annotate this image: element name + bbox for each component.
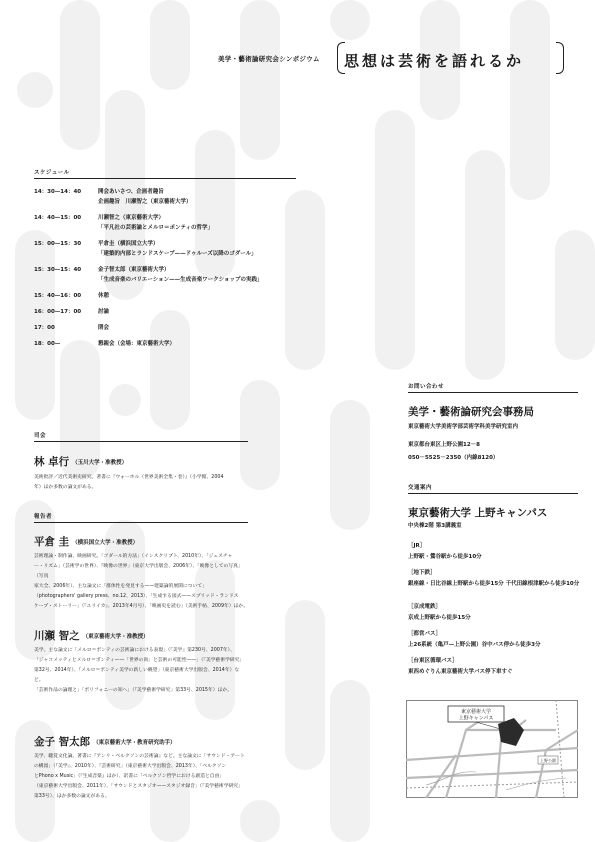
schedule-line: 川瀬智之（東京藝術大学）: [98, 215, 165, 221]
speaker-bio-line: ケープ・ストーリー」（『ユリイカ』、2013年4月号）、「映画史を読む」（美術手帖、2009年）ほか。: [34, 604, 249, 609]
speaker-affiliation: （東京藝術大学・准教授）: [82, 634, 149, 640]
schedule-time: 14：40—15：00: [34, 215, 82, 221]
schedule-desc: [98, 324, 308, 334]
speaker-bio-line: （東京藝術大学出版会、2011年）、「サウンドとスタジオ——スタジオ録音」（『美学藝術学研究」: [34, 784, 243, 789]
schedule-line: 企画趣旨 川瀬智之（東京藝術大学）: [98, 198, 192, 205]
schedule-time: 14：30—14：40: [34, 189, 82, 195]
schedule-time: 15：30—15：40: [34, 267, 82, 273]
contact-tel: 050－5525－2350（内線8120）: [408, 455, 499, 461]
route-label: ［都営バス］: [408, 631, 442, 637]
contact-org: 美学・藝術論研究会事務局: [408, 406, 534, 418]
map-station-label: 上野公園: [540, 758, 556, 763]
route-text: 上26系統（亀戸—上野公園）谷中バス停から徒歩3分: [408, 642, 541, 648]
schedule-line: 金子智太郎（東京藝術大学）: [98, 267, 170, 273]
access-venue: 東京藝術大学 上野キャンパス: [408, 507, 548, 519]
access-map: [406, 700, 578, 798]
contact-heading: お問い合わせ: [408, 384, 445, 390]
moderator-affiliation: （玉川大学・准教授）: [72, 460, 128, 466]
moderator-name: 林 卓行: [34, 456, 70, 468]
access-heading: 交通案内: [408, 485, 433, 491]
speaker-name: 金子 智太郎: [34, 736, 91, 748]
schedule-line: 「建築的内部とランドスケープ——ドゥルーズ以降のゴダール」: [98, 250, 257, 257]
speaker-name: 平倉 圭: [34, 536, 70, 548]
route-label: ［JR］: [408, 543, 426, 549]
schedule-heading: スケジュール: [34, 170, 70, 176]
speaker-bio-line: 家大全、2006年）、主な論文に「群体性を発見する——建築論的展開について」: [34, 584, 207, 589]
schedule-line: 「平凡社の芸術論とメルロ＝ポンティの哲学」: [98, 224, 214, 231]
schedule-desc: [98, 188, 308, 207]
speaker-bio-line: とPhono x Music」（『生成音楽』ほか）、訳書に「ベルクソン哲学における創造と自由」: [34, 774, 225, 779]
route-text: 京成上野駅から徒歩15分: [408, 615, 471, 621]
schedule-line: 懇親会（会場：東京藝術大学）: [98, 341, 176, 347]
route-label: ［京成電鉄］: [408, 604, 442, 610]
map-venue-label: 上野キャンパス: [458, 715, 494, 722]
schedule-line: 閉会: [98, 325, 110, 331]
speaker-bio: [34, 646, 248, 696]
page-title: 思想は芸術を語れるか: [344, 52, 525, 70]
speaker-name: 川瀬 智之: [34, 630, 80, 642]
moderator-name-line: [34, 454, 127, 469]
speaker-bio-line: 美学、聴覚文化論。著書に『アンリ・ベルクソンの芸術論』など。主な論文に「サウンド・アート: [34, 754, 245, 759]
schedule-time: 16：00—17：00: [34, 309, 82, 315]
contact-address: 東京都台東区上野公園12－8: [408, 442, 480, 448]
schedule-line: 休憩: [98, 293, 110, 299]
speaker-bio-line: 第32号、2014年）、『メルロ＝ポンティ美学の新しい眺望」（東京藝術大学出版会、2014年）など。: [34, 668, 240, 683]
schedule-time: 15：00—15：30: [34, 241, 82, 247]
speaker-affiliation: （東京藝術大学・教育研究助手）: [93, 740, 176, 746]
speaker-bio-line: 「芸術作品の論理と」「ポリフォニーの知へ」（『美学藝術学研究」第33号、2015年）ほか。: [34, 688, 232, 693]
schedule-desc: [98, 240, 308, 259]
speaker-affiliation: （横浜国立大学・准教授）: [72, 540, 139, 546]
schedule-line: 討論: [98, 309, 110, 315]
schedule-time: 18：00—: [34, 341, 61, 347]
schedule-line: 「生成音楽のバリエーション——生成音楽ワークショップの実践」: [98, 276, 263, 283]
moderator-bio-line: 年）ほか多数の論文がある。: [34, 485, 97, 490]
schedule-desc: [98, 292, 308, 302]
speaker-bio-line: （photographers' gallery press、no.12、2013）、「生成する図式——スプリッド・ランドス: [34, 594, 239, 599]
speaker-bio-line: 「ジャコメッティとメルロ＝ポンティ——「世界の肉」と芸術の可能性——」（『美学藝術学研究」: [34, 658, 245, 663]
speakers-rule: [34, 522, 248, 523]
schedule-line: 平倉圭（横浜国立大学）: [98, 241, 159, 247]
access-rule: [408, 493, 578, 494]
moderator-heading: 司会: [34, 433, 47, 439]
speaker-bio-line: 第33号）、ほか多数の論文がある。: [34, 794, 110, 799]
route-text: 東西めぐりん東京藝術大学バス停下車すぐ: [408, 669, 513, 675]
speaker-bio-line: の構図」（『美学』、2010年）、『芸術研究」（東京藝術大学出版会、2013年）、「ベルクソン: [34, 764, 227, 769]
moderator-rule: [34, 441, 248, 442]
speaker-name-line: [34, 534, 138, 549]
speaker-bio-line: 芸術理論・制作論、映画研究。「ゴダール的方法」（インスクリプト、2010年）、「ジェスチャ: [34, 554, 233, 559]
schedule-line: 開会あいさつ、企画者趣旨: [98, 189, 164, 195]
access-room: 中央棟2階 第3講義室: [408, 523, 462, 529]
route-label: ［台東区循環バス］: [408, 658, 458, 664]
speaker-bio-line: 美学。主な論文に「メルロ＝ポンティの芸術論における表現」（『美学』第230号、2007年）、: [34, 648, 235, 653]
schedule-desc: [98, 214, 308, 233]
route-label: ［地下鉄］: [408, 570, 436, 576]
route-text: 銀座線・日比谷線上野駅から徒歩15分 千代田線根津駅から徒歩10分: [408, 581, 580, 587]
title-bracket-right: [556, 42, 564, 74]
speaker-name-line: [34, 628, 149, 643]
schedule-time: 17：00: [34, 325, 55, 331]
speaker-bio: [34, 552, 248, 612]
schedule-time: 15：40—16：00: [34, 293, 82, 299]
contact-rule: [408, 392, 578, 393]
schedule-desc: [98, 340, 308, 350]
speaker-bio-line: ー・リズム」（芸術学の世界）、『映像の世界」（東京大学出版会、2006年）、「映像としての写真」（写真: [34, 564, 243, 579]
speaker-bio: [34, 752, 248, 802]
map-venue-label: 東京藝術大学: [460, 709, 492, 715]
contact-dept: 東京藝術大学美術学部芸術学科美学研究室内: [408, 424, 519, 430]
moderator-bio-line: 美術批評／近代美術史研究。著書に『ウォーホル（世界美術全集・巻）』（小学館、2004: [34, 475, 224, 480]
symposium-subtitle: 美学・藝術論研究会シンポジウム: [218, 55, 320, 63]
moderator-bio: [34, 473, 248, 493]
route-text: 上野駅・鶯谷駅から徒歩10分: [408, 554, 482, 560]
schedule-desc: [98, 308, 308, 318]
schedule-desc: [98, 266, 308, 285]
speakers-heading: 報告者: [34, 514, 53, 520]
schedule-rule: [34, 178, 296, 179]
speaker-name-line: [34, 734, 176, 749]
